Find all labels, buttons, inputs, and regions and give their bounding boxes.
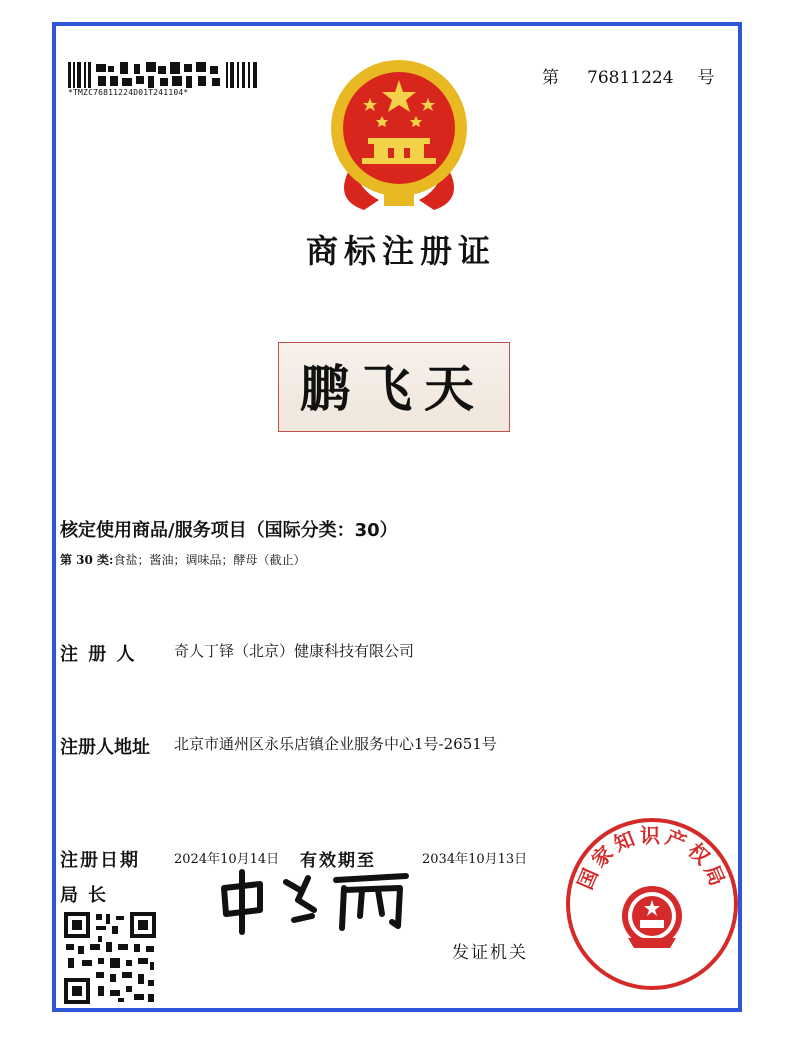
- valid-until-label: 有效期至: [300, 851, 376, 871]
- certificate-frame: [52, 22, 742, 1012]
- trademark-logo: [284, 348, 502, 424]
- director-label: 局长: [60, 885, 116, 906]
- barcode-text: *TMZC76811224D01T241104*: [68, 88, 189, 97]
- reg-suffix: 号: [697, 68, 715, 88]
- registrant-label: 注 册 人: [60, 644, 137, 665]
- official-seal: [564, 816, 740, 992]
- valid-until-value: 2034年10月13日: [422, 852, 528, 867]
- goods-list: [60, 551, 306, 568]
- national-emblem-icon: [324, 50, 474, 218]
- barcode: [68, 62, 260, 88]
- registrant-value: 奇人丁铎（北京）健康科技有限公司: [174, 642, 415, 660]
- registration-date-value: 2024年10月14日: [174, 852, 280, 867]
- address-label: 注册人地址: [60, 737, 150, 758]
- seal-emblem-icon: [622, 886, 682, 948]
- registration-number: [542, 63, 715, 88]
- trademark-text: 鹏飞天: [300, 359, 486, 418]
- reg-number-value: 76811224: [587, 68, 674, 88]
- qr-code: [62, 910, 158, 1006]
- address-value: 北京市通州区永乐店镇企业服务中心1号-2651号: [174, 735, 497, 753]
- svg-text:国家知识产权局: [573, 823, 731, 892]
- certificate-title: 商标注册证: [305, 232, 496, 270]
- goods-items: 食盐；酱油；调味品；酵母（截止）: [113, 553, 306, 567]
- registration-date-label: 注册日期: [60, 850, 140, 871]
- goods-services-heading: 核定使用商品/服务项目（国际分类：30）: [60, 520, 398, 541]
- director-signature: [216, 866, 426, 936]
- goods-class-label: 第 30 类:: [60, 553, 114, 567]
- issuing-authority-label: 发证机关: [452, 943, 528, 963]
- reg-prefix: 第: [542, 68, 559, 88]
- seal-text: 国家知识产权局: [572, 823, 732, 893]
